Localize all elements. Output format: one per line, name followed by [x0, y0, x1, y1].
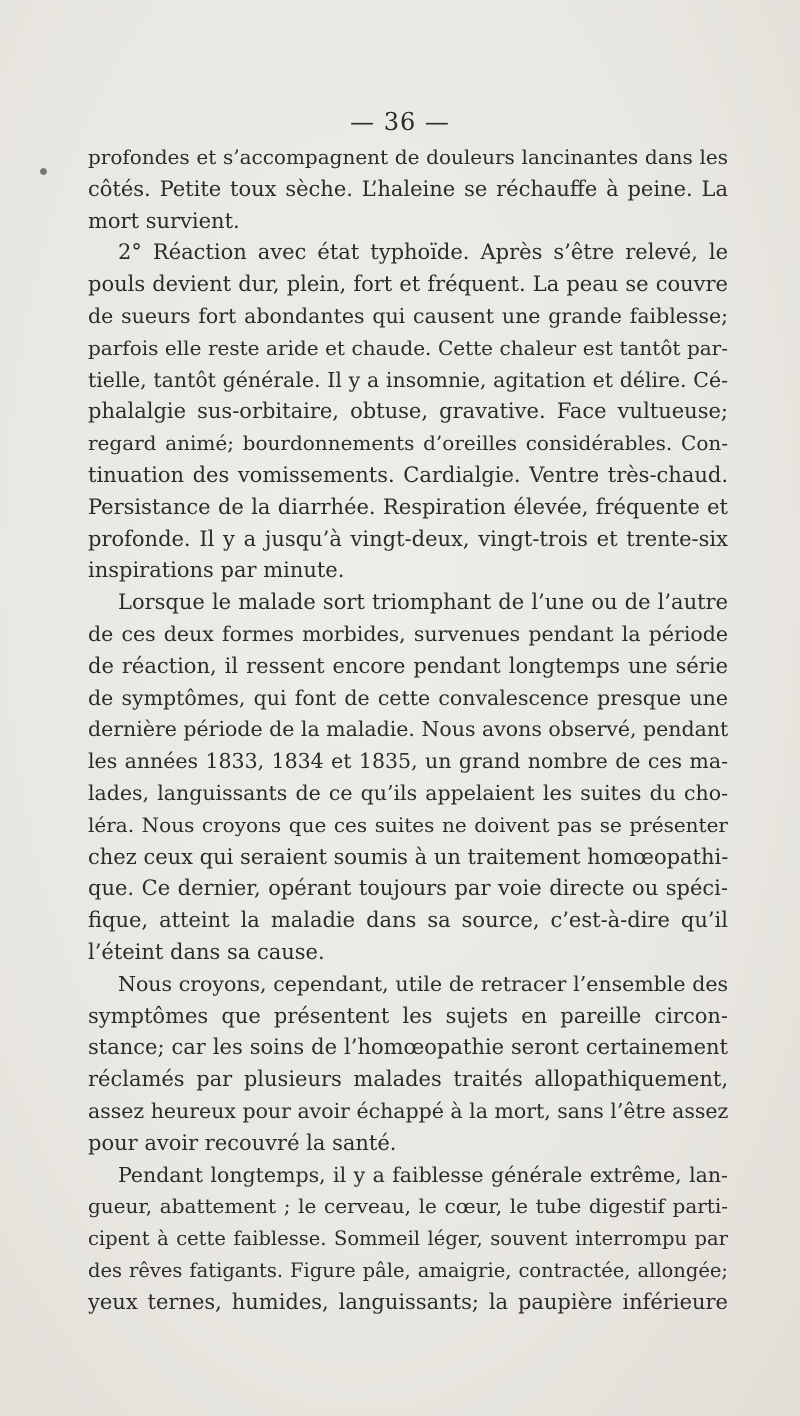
- text-line: profonde. Il y a jusqu’à vingt-deux, vingt-trois et trente-six: [88, 526, 728, 551]
- text-line: Lorsque le malade sort triomphant de l’une ou de l’autre: [118, 590, 728, 615]
- text-line: mort survient.: [88, 208, 240, 233]
- text-line: les années 1833, 1834 et 1835, un grand nombre de ces ma-: [88, 749, 728, 774]
- text-line: côtés. Petite toux sèche. L’haleine se réchauffe à peine. La: [88, 176, 728, 201]
- text-line: profondes et s’accompagnent de douleurs lancinantes dans les: [88, 145, 728, 169]
- text-line: Persistance de la diarrhée. Respiration élevée, fréquente et: [88, 494, 728, 519]
- text-line: gueur, abattement ; le cerveau, le cœur, le tube digestif parti-: [88, 1194, 728, 1219]
- text-line: de symptômes, qui font de cette convalescence presque une: [88, 685, 728, 710]
- text-line: lades, languissants de ce qu’ils appelaient les suites du cho-: [88, 780, 728, 805]
- text-line: inspirations par minute.: [88, 558, 345, 583]
- ink-spot: [40, 168, 47, 175]
- text-line: de ces deux formes morbides, survenues pendant la période: [88, 621, 728, 646]
- page-text: [88, 142, 728, 1318]
- text-line: tinuation des vomissements. Cardialgie. Ventre très-chaud.: [88, 462, 728, 487]
- text-line: de sueurs fort abondantes qui causent une grande faiblesse;: [88, 303, 728, 328]
- text-line: dernière période de la maladie. Nous avons observé, pendant: [88, 717, 729, 742]
- text-line: de réaction, il ressent encore pendant longtemps une série: [88, 653, 728, 678]
- text-line: réclamés par plusieurs malades traités allopathiquement,: [88, 1067, 728, 1092]
- text-line: chez ceux qui seraient soumis à un traitement homœopathi-: [88, 844, 729, 869]
- text-line: assez heureux pour avoir échappé à la mort, sans l’être assez: [88, 1098, 729, 1123]
- text-line: des rêves fatigants. Figure pâle, amaigrie, contractée, allongée;: [88, 1258, 728, 1282]
- text-line: fique, atteint la maladie dans sa source, c’est-à-dire qu’il: [88, 908, 728, 933]
- text-line: 2° Réaction avec état typhoïde. Après s’être relevé, le: [118, 240, 728, 265]
- text-line: pouls devient dur, plein, fort et fréquent. La peau se couvre: [88, 272, 728, 297]
- text-line: tielle, tantôt générale. Il y a insomnie, agitation et délire. Cé-: [88, 367, 728, 392]
- text-line: regard animé; bourdonnements d’oreilles considérables. Con-: [88, 431, 728, 456]
- text-line: yeux ternes, humides, languissants; la paupière inférieure: [88, 1289, 728, 1314]
- page-number: — 36 —: [350, 108, 450, 136]
- text-line: Pendant longtemps, il y a faiblesse générale extrême, lan-: [118, 1162, 728, 1187]
- text-line: cipent à cette faiblesse. Sommeil léger, souvent interrompu par: [88, 1227, 728, 1251]
- text-line: que. Ce dernier, opérant toujours par voie directe ou spéci-: [88, 876, 728, 901]
- text-line: symptômes que présentent les sujets en pareille circon-: [88, 1003, 728, 1028]
- text-line: stance; car les soins de l’homœopathie seront certainement: [88, 1035, 728, 1060]
- text-line: pour avoir recouvré la santé.: [88, 1130, 397, 1155]
- text-line: l’éteint dans sa cause.: [88, 939, 325, 964]
- text-line: parfois elle reste aride et chaude. Cette chaleur est tantôt par-: [88, 335, 728, 360]
- text-line: Nous croyons, cependant, utile de retracer l’ensemble des: [118, 971, 728, 996]
- text-line: phalalgie sus-orbitaire, obtuse, gravative. Face vultueuse;: [88, 399, 728, 424]
- text-line: léra. Nous croyons que ces suites ne doivent pas se présenter: [88, 812, 728, 837]
